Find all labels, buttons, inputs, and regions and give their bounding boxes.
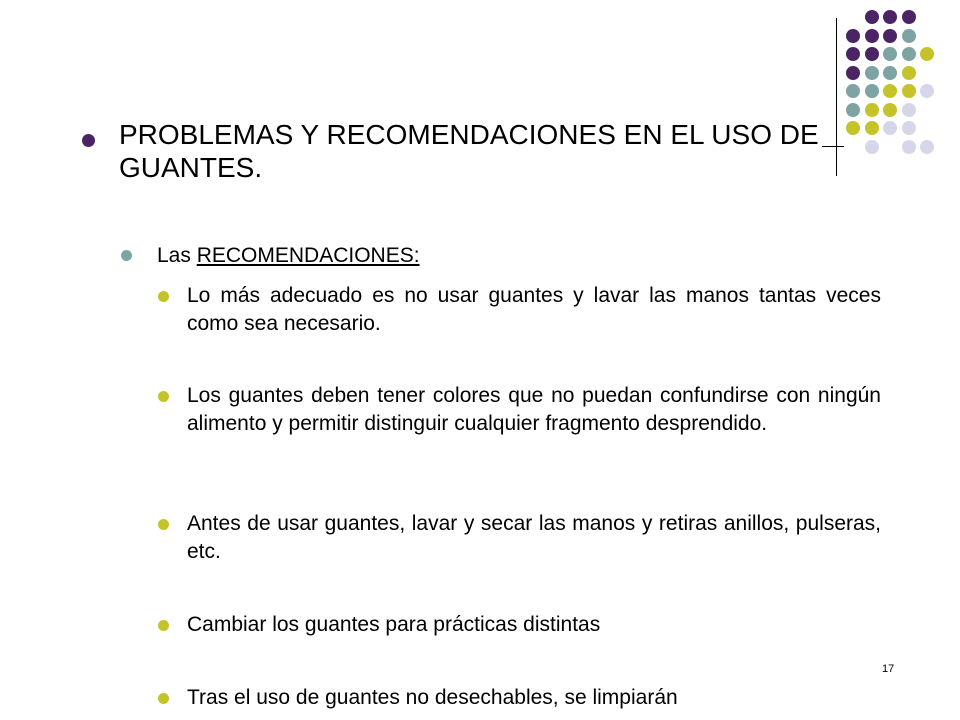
decorative-dot [902, 84, 916, 98]
decorative-dot [883, 103, 897, 117]
subheading-bullet-icon [121, 250, 132, 261]
decorative-dot [883, 121, 897, 135]
decorative-dot [883, 47, 897, 61]
decorative-dot [865, 103, 879, 117]
decorative-dot-grid [846, 10, 956, 160]
list-item-bullet-icon [158, 291, 169, 302]
list-item-bullet-icon [158, 620, 169, 631]
list-item: Antes de usar guantes, lavar y secar las manos y retiras anillos, pulseras, etc. [187, 512, 881, 563]
title-bullet-icon [82, 134, 95, 147]
subheading-underlined: RECOMENDACIONES: [196, 244, 420, 267]
decorative-dot [902, 47, 916, 61]
page-number: 17 [882, 663, 895, 675]
list-item-bullet-icon [158, 693, 169, 704]
decorative-dot [920, 47, 934, 61]
slide-title: PROBLEMAS Y RECOMENDACIONES EN EL USO DE GUANTES. [119, 119, 819, 183]
list-item-bullet-icon [158, 391, 169, 402]
decorative-dot [865, 29, 879, 43]
decorative-dot [865, 121, 879, 135]
decorative-dot [846, 66, 860, 80]
decorative-dot [902, 121, 916, 135]
decorative-dot [865, 66, 879, 80]
list-item: Los guantes deben tener colores que no puedan confundirse con ningún alimento y permitir distinguir cualquier fragmento desprendido. [187, 384, 881, 435]
decorative-dot [883, 10, 897, 24]
decorative-dot [883, 84, 897, 98]
subheading [157, 243, 420, 269]
decorative-dot [902, 66, 916, 80]
decorative-dot [883, 66, 897, 80]
decorative-dot [865, 47, 879, 61]
decorative-dot [846, 47, 860, 61]
decorative-dot [846, 103, 860, 117]
decorative-dot [865, 84, 879, 98]
subheading-prefix: Las [157, 244, 197, 267]
decorative-dot [846, 84, 860, 98]
list-item: Lo más adecuado es no usar guantes y lavar las manos tantas veces como sea necesario. [187, 284, 881, 335]
decorative-dot [920, 140, 934, 154]
list-item: Tras el uso de guantes no desechables, se limpiarán [187, 686, 678, 709]
decorative-dot [902, 29, 916, 43]
list-item: Cambiar los guantes para prácticas distintas [187, 613, 601, 636]
list-item-bullet-icon [158, 519, 169, 530]
decorative-dot [902, 10, 916, 24]
decorative-dot [865, 140, 879, 154]
decorative-dot [846, 29, 860, 43]
decorative-dot [846, 121, 860, 135]
decorative-dot [902, 140, 916, 154]
decorative-dot [883, 29, 897, 43]
decorative-dot [920, 84, 934, 98]
decorative-dot [902, 103, 916, 117]
decorative-dot [865, 10, 879, 24]
